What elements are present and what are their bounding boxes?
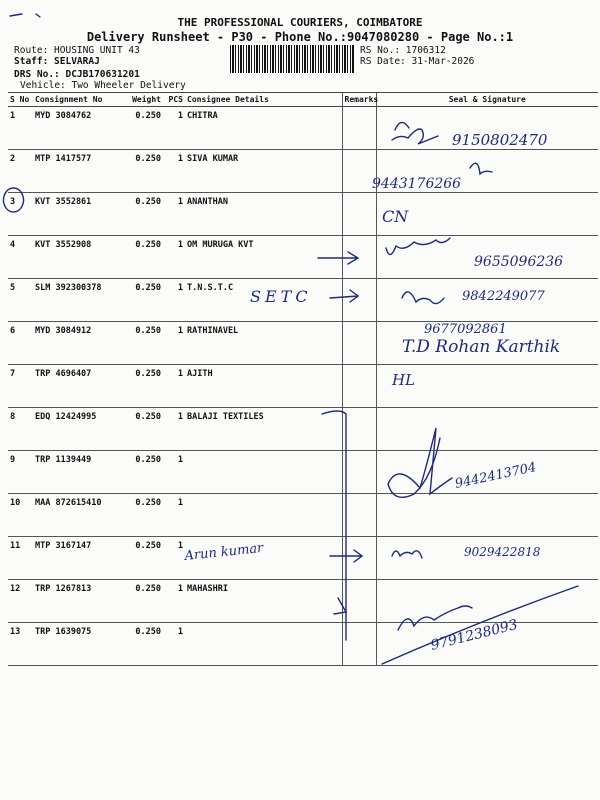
cell-consignment: MTP 1417577 bbox=[33, 150, 119, 193]
cell-pcs: 1 bbox=[163, 107, 185, 150]
name-row-11: Arun kumar bbox=[183, 540, 265, 564]
cell-pcs: 1 bbox=[163, 365, 185, 408]
phone-row-1: 9150802470 bbox=[452, 131, 548, 149]
col-consignee: Consignee Details bbox=[185, 93, 342, 107]
vehicle: Vehicle: Two Wheeler Delivery bbox=[20, 80, 186, 91]
col-pcs: PCS bbox=[163, 93, 185, 107]
cell-weight: 0.250 bbox=[119, 107, 163, 150]
cell-pcs: 1 bbox=[163, 322, 185, 365]
cell-consignee: BALAJI TEXTILES bbox=[185, 408, 342, 451]
cell-consignment: EDQ 12424995 bbox=[33, 408, 119, 451]
cell-consignee: MAHASHRI bbox=[185, 580, 342, 623]
cell-weight: 0.250 bbox=[119, 408, 163, 451]
circle-mark-row-3 bbox=[4, 188, 24, 212]
route: Route: HOUSING UNIT 43 bbox=[14, 45, 140, 56]
runsheet-title: Delivery Runsheet - P30 - Phone No.:9047080280 - Page No.:1 bbox=[86, 30, 514, 44]
cell-consignment: MYD 3084762 bbox=[33, 107, 119, 150]
signature-rows-9-10 bbox=[388, 428, 452, 497]
cell-sno: 13 bbox=[8, 623, 33, 666]
cell-sno: 10 bbox=[8, 494, 33, 537]
cell-sno: 8 bbox=[8, 408, 33, 451]
cell-weight: 0.250 bbox=[119, 150, 163, 193]
cell-consignment: KVT 3552861 bbox=[33, 193, 119, 236]
col-remarks: Remarks bbox=[342, 93, 376, 107]
signature-row-12 bbox=[398, 606, 472, 630]
cell-consignment: MYD 3084912 bbox=[33, 322, 119, 365]
name-row-6: T.D Rohan Karthik bbox=[402, 337, 561, 357]
cell-pcs: 1 bbox=[163, 279, 185, 322]
rs-date: RS Date: 31-Mar-2026 bbox=[360, 56, 475, 67]
cell-sno: 7 bbox=[8, 365, 33, 408]
corner-mark bbox=[10, 14, 40, 17]
phone-row-5: 9842249077 bbox=[462, 289, 545, 304]
cell-pcs: 1 bbox=[163, 150, 185, 193]
cell-consignee: ANANTHAN bbox=[185, 193, 342, 236]
cell-consignee: AJITH bbox=[185, 365, 342, 408]
cell-weight: 0.250 bbox=[119, 322, 163, 365]
cell-weight: 0.250 bbox=[119, 580, 163, 623]
mark-row-7: HL bbox=[392, 371, 416, 389]
arrow-row-5 bbox=[330, 290, 358, 302]
phone-row-6: 9677092861 bbox=[424, 322, 507, 337]
signature-row-1 bbox=[392, 122, 438, 144]
cell-consignee: CHITRA bbox=[185, 107, 342, 150]
signature-row-5 bbox=[402, 292, 444, 304]
col-sno: S No bbox=[8, 93, 33, 107]
staff: Staff: SELVARAJ bbox=[14, 56, 100, 67]
drs-number: DRS No.: DCJB170631201 bbox=[14, 69, 140, 80]
cell-pcs: 1 bbox=[163, 580, 185, 623]
phone-row-2: 9443176266 bbox=[372, 176, 462, 192]
cell-weight: 0.250 bbox=[119, 451, 163, 494]
cell-pcs: 1 bbox=[163, 193, 185, 236]
cell-consignment: MAA 872615410 bbox=[33, 494, 119, 537]
cell-weight: 0.250 bbox=[119, 537, 163, 580]
phone-row-13: 9791238093 bbox=[429, 616, 520, 654]
cell-pcs: 1 bbox=[163, 236, 185, 279]
cell-consignment: TRP 1639075 bbox=[33, 623, 119, 666]
cell-sno: 11 bbox=[8, 537, 33, 580]
cell-sno: 12 bbox=[8, 580, 33, 623]
cell-pcs: 1 bbox=[163, 451, 185, 494]
company-name: THE PROFESSIONAL COURIERS, COIMBATORE bbox=[177, 16, 423, 29]
phone-row-4: 9655096236 bbox=[474, 254, 564, 270]
cell-weight: 0.250 bbox=[119, 279, 163, 322]
cell-sno: 9 bbox=[8, 451, 33, 494]
cell-pcs: 1 bbox=[163, 623, 185, 666]
col-seal: Seal & Signature bbox=[376, 93, 598, 107]
arrow-row-4 bbox=[318, 252, 358, 264]
cell-sno: 5 bbox=[8, 279, 33, 322]
cell-weight: 0.250 bbox=[119, 193, 163, 236]
cell-sno: 2 bbox=[8, 150, 33, 193]
rs-number: RS No.: 1706312 bbox=[360, 45, 446, 56]
cell-pcs: 1 bbox=[163, 408, 185, 451]
col-consignment: Consignment No bbox=[33, 93, 119, 107]
cell-consignee: T.N.S.T.C bbox=[185, 279, 342, 322]
cell-sno: 3 bbox=[8, 193, 33, 236]
phone-row-11: 9029422818 bbox=[464, 545, 541, 559]
cell-sno: 1 bbox=[8, 107, 33, 150]
cell-consignment: TRP 1267813 bbox=[33, 580, 119, 623]
cell-consignee: SIVA KUMAR bbox=[185, 150, 342, 193]
cell-pcs: 1 bbox=[163, 537, 185, 580]
col-weight: Weight bbox=[119, 93, 163, 107]
cell-consignment: TRP 1139449 bbox=[33, 451, 119, 494]
cell-pcs: 1 bbox=[163, 494, 185, 537]
cell-weight: 0.250 bbox=[119, 623, 163, 666]
cell-weight: 0.250 bbox=[119, 494, 163, 537]
signature-row-4 bbox=[386, 238, 450, 255]
cell-consignment: SLM 392300378 bbox=[33, 279, 119, 322]
cell-sno: 6 bbox=[8, 322, 33, 365]
note-row-5: SETC bbox=[250, 287, 312, 306]
cell-consignment: TRP 4696407 bbox=[33, 365, 119, 408]
cell-sno: 4 bbox=[8, 236, 33, 279]
cell-consignee: OM MURUGA KVT bbox=[185, 236, 342, 279]
bracket-tail bbox=[334, 598, 346, 614]
cell-weight: 0.250 bbox=[119, 236, 163, 279]
signature-row-11 bbox=[392, 551, 422, 558]
cell-consignee: RATHINAVEL bbox=[185, 322, 342, 365]
cell-consignment: MTP 3167147 bbox=[33, 537, 119, 580]
cell-weight: 0.250 bbox=[119, 365, 163, 408]
mark-row-3: CN bbox=[382, 207, 409, 226]
cell-consignment: KVT 3552908 bbox=[33, 236, 119, 279]
signature-row-2 bbox=[470, 163, 492, 174]
phone-row-9: 9442413704 bbox=[453, 460, 538, 492]
